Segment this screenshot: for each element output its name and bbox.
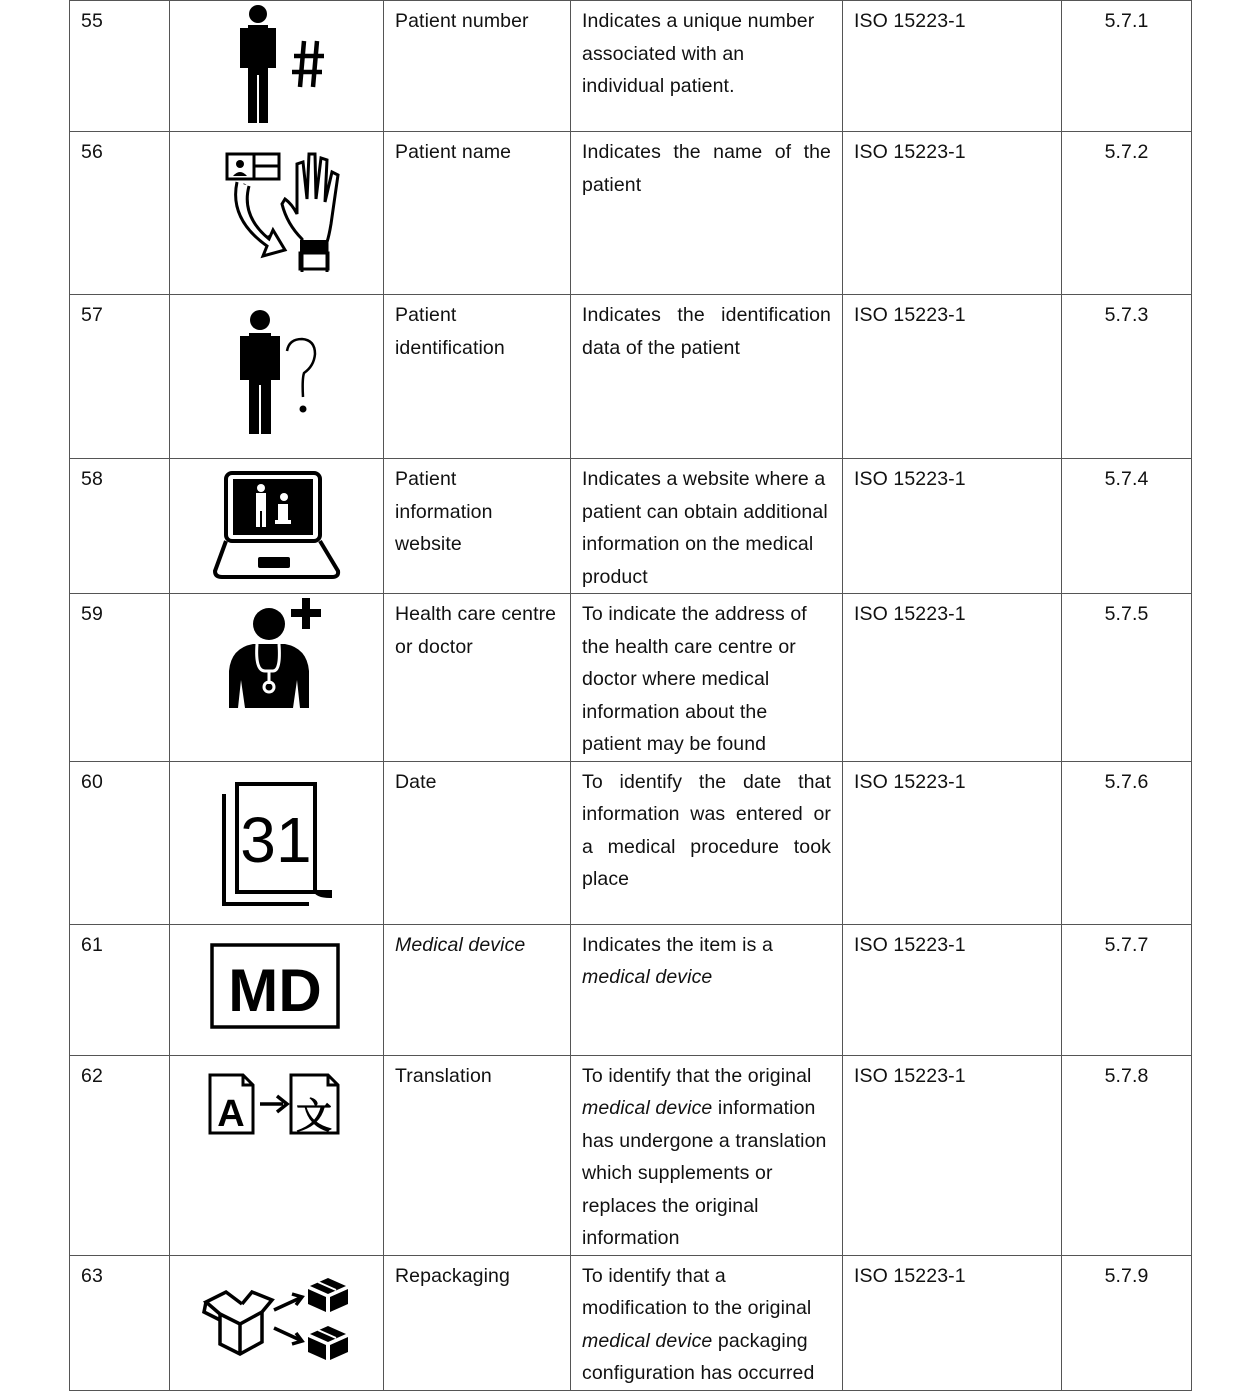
- row-number: 59: [70, 594, 170, 762]
- row-number: 55: [70, 1, 170, 132]
- patient-information-website-icon: [212, 471, 342, 583]
- clause-reference: 5.7.6: [1062, 761, 1192, 924]
- medical-device-md-icon: [210, 943, 344, 1033]
- table-row: [70, 295, 1192, 459]
- symbol-cell: [170, 459, 384, 594]
- symbol-description: [571, 1255, 843, 1390]
- symbol-title: Date: [384, 761, 571, 924]
- symbol-cell: [170, 295, 384, 459]
- symbol-title: Health care centre or doctor: [384, 594, 571, 762]
- standard-reference: ISO 15223-1: [843, 1, 1062, 132]
- symbol-description: Indicates the identification data of the patient: [571, 295, 843, 459]
- patient-number-icon: [217, 1, 337, 127]
- standard-reference: ISO 15223-1: [843, 594, 1062, 762]
- row-number: 61: [70, 924, 170, 1055]
- row-number: 57: [70, 295, 170, 459]
- md-text: MD: [227, 956, 322, 1024]
- standard-reference: ISO 15223-1: [843, 132, 1062, 295]
- table-row: [70, 132, 1192, 295]
- row-number: 63: [70, 1255, 170, 1390]
- symbol-cell: [170, 132, 384, 295]
- table-row: [70, 1055, 1192, 1255]
- symbol-title: Patient identification: [384, 295, 571, 459]
- table-row: [70, 1255, 1192, 1390]
- target-glyph: 文: [295, 1095, 332, 1137]
- row-number: 62: [70, 1055, 170, 1255]
- table-row: [70, 459, 1192, 594]
- date-number: 31: [239, 803, 312, 876]
- standard-reference: ISO 15223-1: [843, 924, 1062, 1055]
- description-italic-term: medical device: [582, 1329, 713, 1352]
- description-italic-term: medical device: [582, 966, 713, 988]
- symbol-title: Patient information website: [384, 459, 571, 594]
- clause-reference: 5.7.3: [1062, 295, 1192, 459]
- description-text: packaging configuration has occurred: [582, 1329, 815, 1384]
- patient-name-icon: [207, 144, 347, 274]
- description-text: information has undergone a translation which supplements or replaces the original information: [582, 1097, 827, 1249]
- row-number: 56: [70, 132, 170, 295]
- table-row: [70, 1, 1192, 132]
- symbol-cell: [170, 1055, 384, 1255]
- standard-reference: ISO 15223-1: [843, 459, 1062, 594]
- symbol-description: Indicates the name of the patient: [571, 132, 843, 295]
- standard-reference: ISO 15223-1: [843, 1055, 1062, 1255]
- clause-reference: 5.7.7: [1062, 924, 1192, 1055]
- repackaging-icon: [202, 1272, 352, 1372]
- standard-reference: ISO 15223-1: [843, 1255, 1062, 1390]
- source-letter: A: [216, 1092, 245, 1135]
- symbol-title: Medical device: [384, 924, 571, 1055]
- symbol-description: [571, 1055, 843, 1255]
- table-row: [70, 924, 1192, 1055]
- symbol-title: Translation: [384, 1055, 571, 1255]
- symbol-description: To indicate the address of the health care centre or doctor where medical information about the patient may be found: [571, 594, 843, 762]
- clause-reference: 5.7.4: [1062, 459, 1192, 594]
- clause-reference: 5.7.1: [1062, 1, 1192, 132]
- description-text: To identify that a modification to the original: [582, 1264, 812, 1319]
- symbol-title: Repackaging: [384, 1255, 571, 1390]
- patient-identification-icon: [217, 309, 337, 439]
- health-care-centre-doctor-icon: [217, 596, 337, 716]
- symbol-cell: [170, 1255, 384, 1390]
- clause-reference: 5.7.8: [1062, 1055, 1192, 1255]
- clause-reference: 5.7.2: [1062, 132, 1192, 295]
- date-calendar-icon: [217, 778, 337, 908]
- symbol-cell: [170, 594, 384, 762]
- row-number: 60: [70, 761, 170, 924]
- symbol-description: [571, 924, 843, 1055]
- description-text: To identify that the original: [582, 1064, 812, 1087]
- standard-reference: ISO 15223-1: [843, 761, 1062, 924]
- clause-reference: 5.7.9: [1062, 1255, 1192, 1390]
- description-italic-term: medical device: [582, 1097, 713, 1119]
- table-row: [70, 594, 1192, 762]
- symbol-cell: [170, 924, 384, 1055]
- translation-icon: [207, 1072, 347, 1138]
- symbol-cell: [170, 761, 384, 924]
- symbols-table: [69, 0, 1192, 1391]
- description-text: Indicates the item is a: [582, 933, 773, 956]
- standard-reference: ISO 15223-1: [843, 295, 1062, 459]
- symbol-description: Indicates a unique number associated with an individual patient.: [571, 1, 843, 132]
- symbol-description: Indicates a website where a patient can obtain additional information on the medical product: [571, 459, 843, 594]
- symbol-title: Patient name: [384, 132, 571, 295]
- clause-reference: 5.7.5: [1062, 594, 1192, 762]
- table-row: [70, 761, 1192, 924]
- symbol-description: To identify the date that information was entered or a medical procedure took place: [571, 761, 843, 924]
- row-number: 58: [70, 459, 170, 594]
- symbol-cell: [170, 1, 384, 132]
- symbol-title: Patient number: [384, 1, 571, 132]
